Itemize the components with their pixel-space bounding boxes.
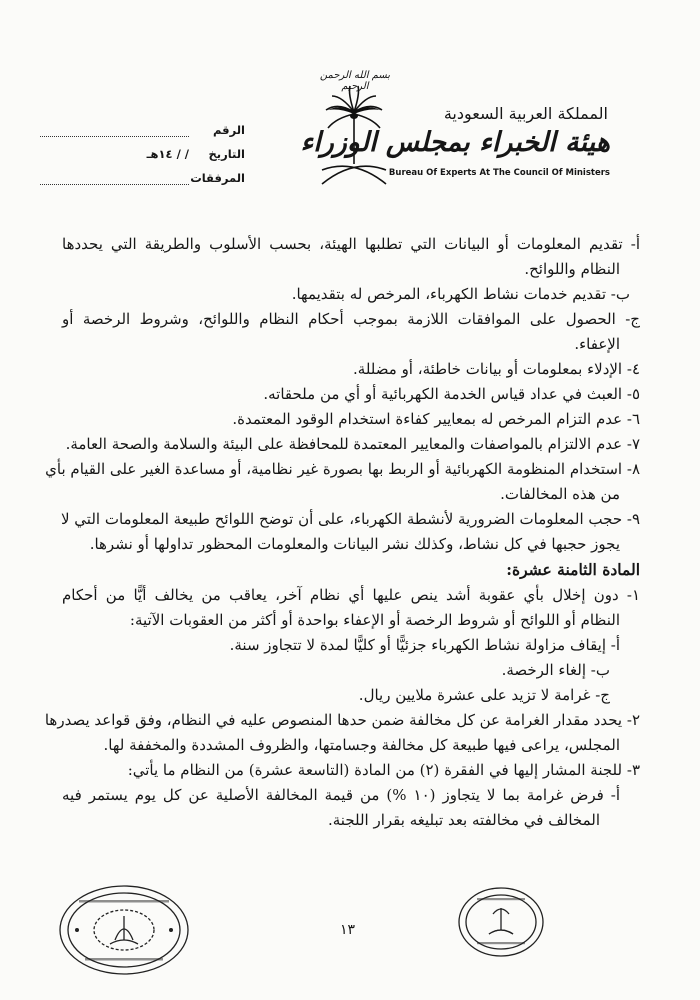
item-a-line-1: أ- تقديم المعلومات أو البيانات التي تطلبها الهيئة، بحسب الأسلوب والطريقة التي يحددها <box>62 235 640 253</box>
clause-3-a-line-1: أ- فرض غرامة بما لا يتجاوز (١٠ %) من قيمة المخالفة الأصلية عن كل يوم يستمر فيه <box>62 786 620 804</box>
item-c-line-1: ج- الحصول على الموافقات اللازمة بموجب أحكام النظام واللوائح، وشروط الرخصة أو <box>62 310 640 328</box>
official-seal-left-icon <box>55 880 193 980</box>
item-4: ٤- الإدلاء بمعلومات أو بيانات خاطئة، أو مضللة. <box>353 360 640 378</box>
date-label: التاريخ <box>208 147 245 161</box>
clause-1-a: أ- إيقاف مزاولة نشاط الكهرباء جزئيًّا أو كليًّا لمدة لا تتجاوز سنة. <box>229 636 620 654</box>
basmala: بسم الله الرحمن الرحيم <box>319 70 391 92</box>
ref-number-field <box>40 124 189 137</box>
item-b: ب- تقديم خدمات نشاط الكهرباء، المرخص له بتقديمها. <box>291 285 630 303</box>
letterhead <box>0 0 700 200</box>
item-9-line-2: يجوز حجبها في كل نشاط، وكذلك نشر البيانات والمعلومات المحظور تداولها أو نشرها. <box>89 535 620 553</box>
page-number: ١٣ <box>340 922 356 938</box>
attachments-label: المرفقات <box>190 171 245 185</box>
item-a-line-2: النظام واللوائح. <box>524 260 620 278</box>
item-7: ٧- عدم الالتزام بالمواصفات والمعايير المعتمدة للمحافظة على البيئة والسلامة والصحة العامة. <box>65 435 640 453</box>
clause-1-line-2: النظام أو اللوائح أو شروط الرخصة أو الإعفاء بواحدة أو أكثر من العقوبات الآتية: <box>129 611 620 629</box>
item-9-line-1: ٩- حجب المعلومات الضرورية لأنشطة الكهرباء، على أن توضح اللوائح طبيعة المعلومات التي لا <box>60 510 640 528</box>
item-c-line-2: الإعفاء. <box>574 335 620 353</box>
clause-3-a-line-2: المخالف في مخالفته بعد تبليغه بقرار اللجنة. <box>328 811 600 829</box>
ref-number-label: الرقم <box>213 123 245 137</box>
document-body <box>44 232 640 833</box>
item-8-line-1: ٨- استخدام المنظومة الكهربائية أو الربط بها بصورة غير نظامية، أو مساعدة الغير على القيام بأي <box>45 460 640 478</box>
attachments-field <box>40 172 189 185</box>
attachments-row <box>40 166 245 190</box>
ref-number-row <box>40 118 245 142</box>
official-seal-right-icon <box>455 884 547 960</box>
clause-1-c: ج- غرامة لا تزيد على عشرة ملايين ريال. <box>358 686 610 704</box>
bureau-name-english: Bureau Of Experts At The Council Of Ministers <box>388 168 610 178</box>
clause-2-line-2: المجلس، يراعى فيها طبيعة كل مخالفة وجسامتها، والظروف المشددة والمخففة لها. <box>103 736 620 754</box>
item-6: ٦- عدم التزام المرخص له بمعايير كفاءة استخدام الوقود المعتمدة. <box>232 410 640 428</box>
date-row <box>40 142 245 166</box>
clause-2-line-1: ٢- يحدد مقدار الغرامة عن كل مخالفة ضمن حدها المنصوص عليه في النظام، وفق قواعد يصدرها <box>44 711 640 729</box>
article-18-heading: المادة الثامنة عشرة: <box>506 560 640 579</box>
kingdom-name: المملكة العربية السعودية <box>443 104 608 123</box>
reference-block <box>40 118 245 190</box>
item-5: ٥- العبث في عداد قياس الخدمة الكهربائية أو أي من ملحقاته. <box>263 385 640 403</box>
date-value: / / ١٤هـ <box>146 147 189 161</box>
clause-1-line-1: ١- دون إخلال بأي عقوبة أشد ينص عليها أي نظام آخر، يعاقب من يخالف أيًّا من أحكام <box>62 586 640 604</box>
bureau-name-arabic: هيئة الخبراء بمجلس الوزراء <box>300 127 610 158</box>
clause-1-b: ب- إلغاء الرخصة. <box>501 661 610 679</box>
clause-3: ٣- للجنة المشار إليها في الفقرة (٢) من المادة (التاسعة عشرة) من النظام ما يأتي: <box>127 761 640 779</box>
item-8-line-2: من هذه المخالفات. <box>500 485 620 503</box>
